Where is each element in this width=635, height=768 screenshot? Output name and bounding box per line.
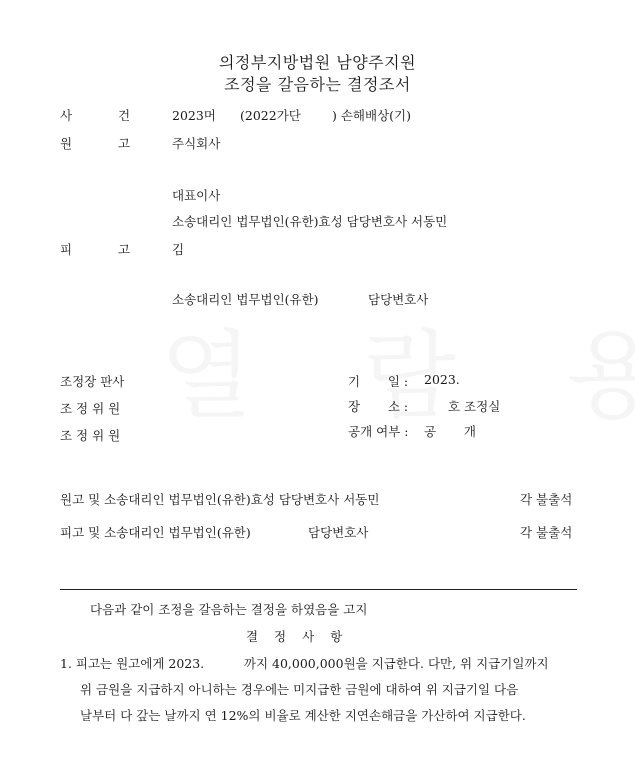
item1-line2: 위 금원을 지급하지 아니하는 경우에는 미지급한 금원에 대하여 위 지급기일 다음: [80, 682, 519, 697]
attendance-defendant-status: 각 불출석: [520, 525, 573, 540]
document-title: 조정을 갈음하는 결정조서: [224, 75, 411, 94]
defendant-label-b: 고: [118, 242, 131, 257]
plaintiff-label-a: 원: [60, 136, 73, 151]
defendant-counsel-attorney: 담당변호사: [368, 292, 429, 307]
item1-line1: 1. 피고는 원고에게 2023. 까지 40,000,000원을 지급한다. 다만, 위 지급기일까지: [60, 656, 549, 671]
defendant-counsel-firm: 소송대리인 법무법인(유한): [172, 292, 319, 307]
attendance-plaintiff-status: 각 불출석: [520, 492, 573, 507]
attendance-plaintiff: 원고 및 소송대리인 법무법인(유한)효성 담당변호사 서동민: [60, 492, 380, 507]
date-value: 2023.: [424, 372, 460, 387]
attendance-defendant-firm: 피고 및 소송대리인 법무법인(유한): [60, 525, 251, 540]
case-number: 2023머: [172, 108, 216, 123]
plaintiff-counsel: 소송대리인 법무법인(유한)효성 담당변호사 서동민: [172, 214, 448, 229]
public-label: 공개 여부 :: [348, 424, 409, 439]
public-value: 공 개: [424, 424, 476, 439]
judge-label: 조정장 판사: [60, 374, 125, 389]
defendant-name: 김: [172, 242, 185, 257]
plaintiff-representative: 대표이사: [172, 188, 221, 203]
place-value: 호 조정실: [448, 399, 501, 414]
notice-text: 다음과 같이 조정을 갈음하는 결정을 하였음을 고지: [90, 602, 368, 617]
plaintiff-name: 주식회사: [172, 136, 221, 151]
court-name: 의정부지방법원 남양주지원: [218, 53, 417, 72]
attendance-defendant-attorney: 담당변호사: [308, 525, 369, 540]
case-original-number: (2022가단: [240, 108, 301, 123]
plaintiff-label-b: 고: [118, 136, 131, 151]
divider: [60, 589, 577, 590]
case-label-a: 사: [60, 108, 73, 123]
item1-line3: 날부터 다 갚는 날까지 연 12%의 비율로 계산한 지연손해금을 가산하여 지급한다.: [80, 708, 526, 723]
decision-heading: 결 정 사 항: [246, 629, 349, 644]
date-label: 기 일 :: [348, 374, 409, 389]
defendant-label-a: 피: [60, 242, 73, 257]
place-label: 장 소 :: [348, 399, 409, 414]
case-label-b: 건: [118, 108, 131, 123]
mediator-label-2: 조 정 위 원: [60, 428, 121, 443]
case-name: ) 손해배상(기): [332, 108, 411, 123]
mediator-label-1: 조 정 위 원: [60, 401, 121, 416]
watermark: [160, 300, 635, 437]
